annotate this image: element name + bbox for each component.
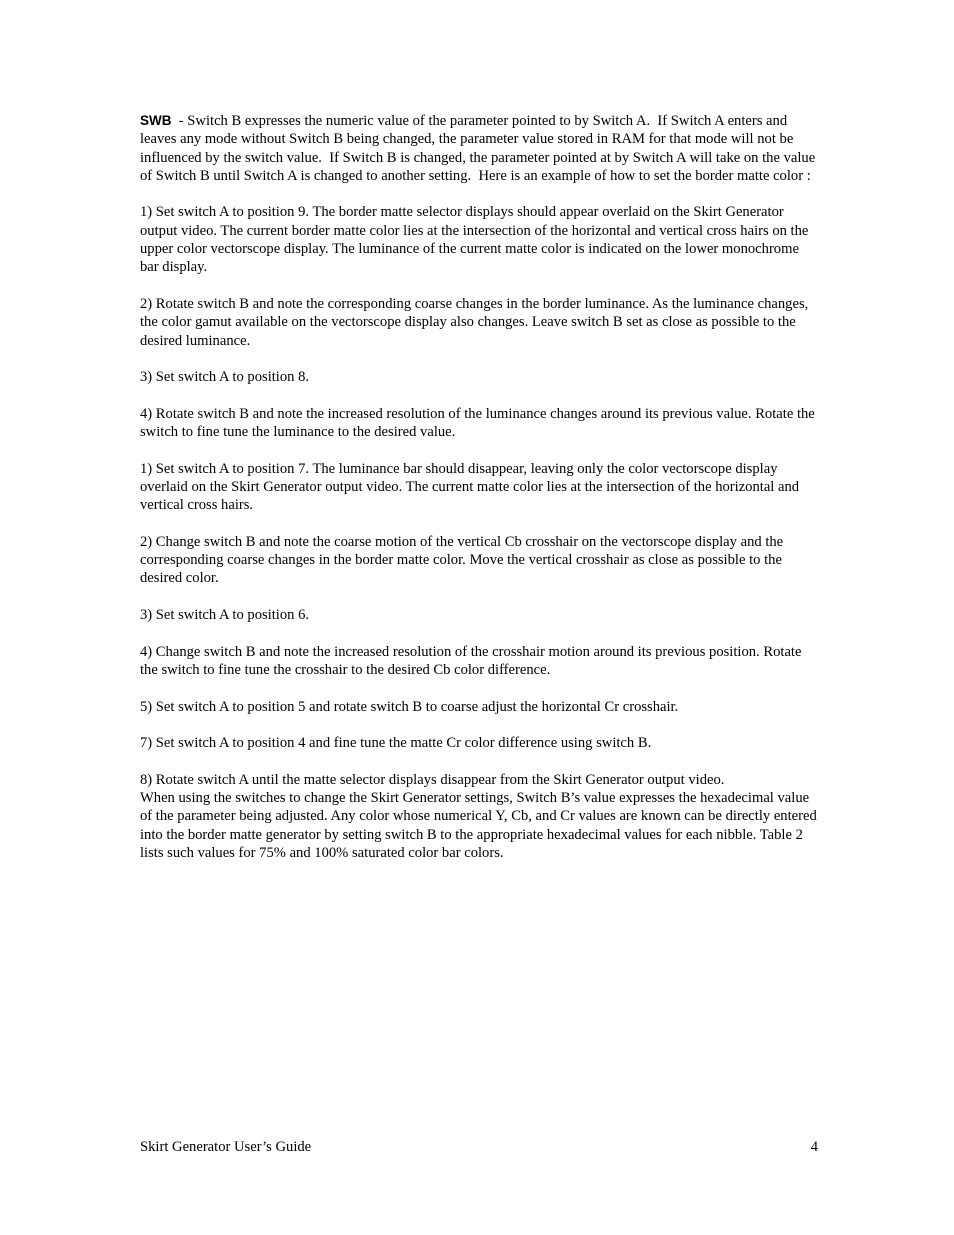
document-body — [140, 112, 820, 862]
step-paragraph: 1) Set switch A to position 7. The luminance bar should disappear, leaving only the color vectorscope display overlaid on the Skirt Generator output video. The current matte color lies at the intersection of the horizontal and vertical cross hairs. — [140, 460, 800, 514]
step-paragraph: 4) Change switch B and note the increased resolution of the crosshair motion around its previous position. Rotate the switch to fine tune the crosshair to the desired Cb color difference. — [140, 643, 802, 678]
intro-paragraph — [140, 112, 820, 185]
final-block — [140, 771, 820, 862]
footer-title: Skirt Generator User’s Guide — [140, 1139, 312, 1155]
step-paragraph: 3) Set switch A to position 6. — [140, 607, 310, 624]
page-number: 4 — [810, 1139, 818, 1155]
step-paragraph: 7) Set switch A to position 4 and fine tune the matte Cr color difference using switch B. — [140, 735, 652, 752]
step-paragraph: 2) Change switch B and note the coarse motion of the vertical Cb crosshair on the vectorscope display and the corresponding coarse changes in the border matte color. Move the vertical crosshair as close as possible to the desired color. — [140, 533, 784, 587]
final-step: 8) Rotate switch A until the matte selector displays disappear from the Skirt Generator output video. — [140, 771, 725, 788]
intro-text: - Switch B expresses the numeric value of the parameter pointed to by Switch A. If Switch A enters and leaves any mode without Switch B being changed, the parameter value stored in RAM for that mode will not be influenced by the switch value. If Switch B is changed, the parameter pointed at by Switch A will take on the value of Switch B until Switch A is changed to another setting. Here is an example of how to set the border matte color : — [140, 113, 819, 184]
step-paragraph: 4) Rotate switch B and note the increased resolution of the luminance changes around its previous value. Rotate the switch to fine tune the luminance to the desired value. — [140, 405, 815, 441]
closing-paragraph: When using the switches to change the Skirt Generator settings, Switch B’s value expresses the hexadecimal value of the parameter being adjusted. Any color whose numerical Y, Cb, and Cr values are known can be directly entered into the border matte generator by setting switch B to the appropriate hexadecimal values for each nibble. Table 2 lists such values for 75% and 100% saturated color bar colors. — [140, 789, 817, 861]
step-paragraph: 2) Rotate switch B and note the corresponding coarse changes in the border luminance. As the luminance changes, the color gamut available on the vectorscope display also changes. Leave switch B set as close as possible to the desired luminance. — [140, 295, 809, 349]
swb-term: SWB — [140, 113, 172, 128]
step-paragraph: 1) Set switch A to position 9. The border matte selector displays should appear overlaid on the Skirt Generator output video. The current border matte color lies at the intersection of the horizontal and vertical cross hairs on the upper color vectorscope display. The luminance of the current matte color is indicated on the lower monochrome bar display. — [140, 204, 809, 276]
step-paragraph: 3) Set switch A to position 8. — [140, 369, 310, 386]
step-paragraph: 5) Set switch A to position 5 and rotate switch B to coarse adjust the horizontal Cr crosshair. — [140, 698, 679, 715]
